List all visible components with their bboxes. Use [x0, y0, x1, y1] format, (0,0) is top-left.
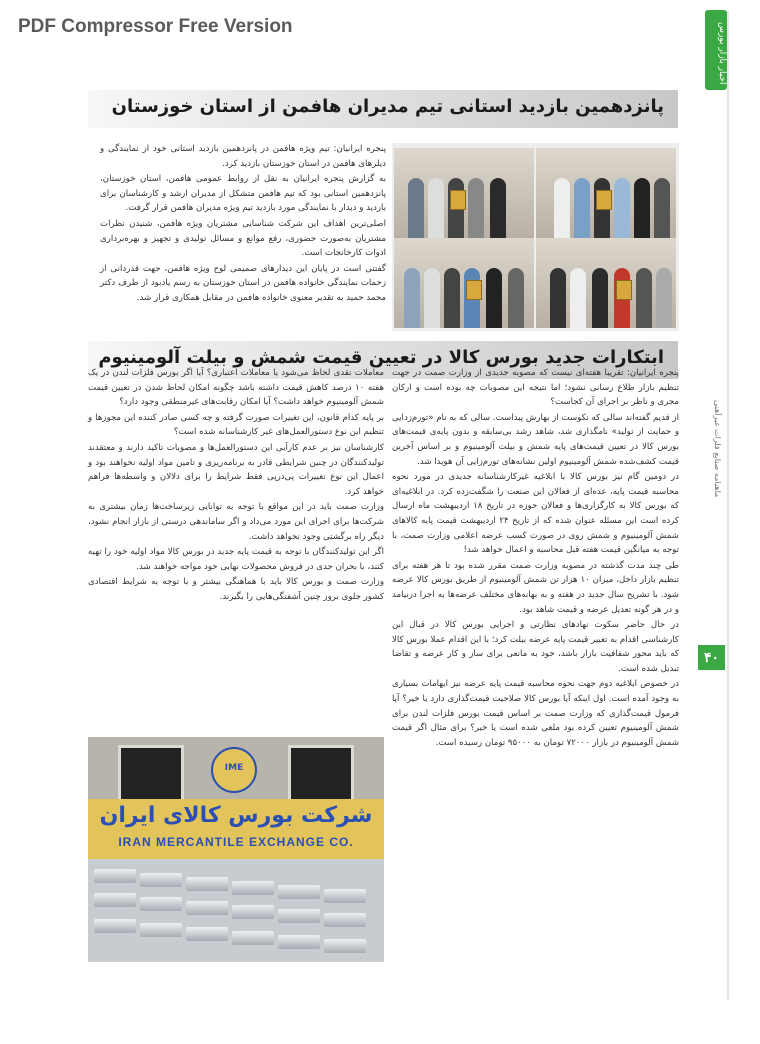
paragraph: کارشناسان نیز بر عدم کارآیی این دستورالعمل‌ها و مصوبات تاکید دارند و معتقدند تولیدکنندگان در چنین شرایطی قادر به برنامه‌ریزی و تامین مواد اولیه نخواهند بود و اعمال این نوع تغییرات پی‌درپی فقط شرایط را برای دلالان و واسطه‌ها فراهم خواهد کرد.	[88, 442, 384, 497]
paragraph: اصلی‌ترین اهداف این شرکت شناسایی مشتریان ویژه هافمن، شنیدن نظرات مشتریان به‌صورت حضوری، رفع موانع و مسائل تولیدی و تجهیز و بهره‌برداری ادوات کارخانجات است.	[100, 218, 386, 259]
paragraph: طی چند مدت گذشته در مصوبه وزارت صمت مقرر شده بود تا هر هفته برای تنظیم بازار داخل، میزان ۱۰ هزار تن شمش آلومینیوم از طریق بورس کالا عرضه شود. با تشریح سال جدید در هفته و به بهانه‌های مختلف عرضه‌ها به اجرا درنیامد و در هر گونه تعدیل عرضه و قیمت شاهد بود.	[392, 560, 679, 615]
page-number: ۴۰	[698, 645, 725, 670]
paragraph: وزارت صمت باید در این مواقع با توجه به توانایی زیرساخت‌ها زمان بیشتری به شرکت‌ها برای اجرای این مورد می‌داد و اگر ساماندهی درستی از بازار انجام نشود، دیگر راه برگشتی وجود نخواهد داشت.	[88, 502, 384, 542]
article2-title: ابتکارات جدید بورس کالا در تعیین قیمت شمش و بیلت آلومینیوم	[98, 347, 664, 368]
watermark: PDF Compressor Free Version	[18, 16, 293, 37]
paragraph: در دومین گام نیز بورس کالا با ابلاغیه غیرکارشناسانه جدیدی در مورد نحوه محاسبه قیمت پایه، عده‌ای از فعالان این صنعت را شگفت‌زده کرد. در ابلاغیه‌ای که بورس کالا به کارگزاری‌ها و فعالان حوزه در تاریخ ۱۸ اردیبهشت ماه ارسال کرده است این مسئله عنوان شده که از تاریخ ۲۴ اردیبهشت قیمت پایه کالاهای شمش آلومینیوم و شمش روی در صورت کسب عرضه اعلامی وزارت صمت، با توجه به میانگین قیمت هفته قبل محاسبه و اعمال خواهد شد!	[392, 472, 680, 556]
paragraph: در حال حاضر سکوت نهادهای نظارتی و اجرایی بورس کالا در قبال این کارشناسی اقدام به تغییر قیمت پایه عرضه بیلت کرد؛ با این اقدام عملا بورس کالا که باید محور شفافیت بازار باشد، خود به مانعی برای ساز و کار عرضه و تقاضا تبدیل شده است.	[392, 620, 679, 674]
group-photo	[394, 148, 534, 238]
paragraph: معاملات نقدی لحاظ می‌شود یا معاملات اعتباری؟ آیا اگر بورس فلزات لندن در یک هفته ۱۰ درصد کاهش قیمت داشته باشد چگونه امکان لحاظ شدن در تعیین قیمت شمش آلومینیوم خواهد داشت؟ آیا امکان رقابت‌های غیرمنطقی وجود دارد؟	[88, 368, 384, 408]
paragraph: در خصوص ابلاغیه دوم جهت نحوه محاسبه قیمت پایه عرضه نیز ابهامات بسیاری به وجود آمده است. اول اینکه آیا بورس کالا صلاحیت قیمت‌گذاری دارد یا خیر؟ آیا فرمول قیمت‌گذاری که وزارت صمت بر اساس قیمت بورس فلزات لندن برای شمش آلومینیوم تعیین کرده بود ملغی شده است یا خیر؟ برای مثال اگر قیمت شمش آلومینیوم در بازار ۷۲۰۰۰ تومان به ۹۵۰۰۰ تومان رسیده است.	[392, 679, 679, 748]
sign-english-text: IRAN MERCANTILE EXCHANGE CO.	[118, 835, 354, 849]
paragraph: پنجره ایرانیان: تقریبا هفته‌ای نیست که مصوبه جدیدی از وزارت صمت در جهت تنظیم بازار طلاع رسانی نشود؛ اما نتیجه این مصوبات چه بوده است و ارکان مجری و ناظر بر اجرای آن کجاست؟	[392, 368, 679, 408]
article2-right-column	[392, 366, 679, 751]
section-tab	[705, 10, 727, 90]
paragraph: وزارت صمت و بورس کالا باید با هماهنگی بیشتر و با توجه به شرایط اقتصادی کشور جلوی بروز چنین آشفتگی‌هایی را بگیرند.	[88, 577, 384, 602]
exchange-sign	[88, 799, 384, 859]
sign-persian-text: شرکت بورس کالای ایران	[99, 803, 373, 828]
side-rule	[727, 10, 729, 1000]
article1-title: پانزدهمین بازدید استانی تیم مدیران هافمن از استان خوزستان	[111, 96, 664, 117]
article1-body	[100, 142, 386, 307]
paragraph: به گزارش پنجره ایرانیان به نقل از روابط عمومی هافمن، استان خوزستان، پانزدهمین استانی بود که تیم هافمن متشکل از مدیران ارشد و کارشناسان برای بازدید و دیدار با نمایندگی مورد بازدید تیم ویژه مدیران هافمن قرار گرفت.	[100, 174, 386, 214]
paragraph: پنجره ایرانیان: تیم ویژه هافمن در پانزدهمین بازدید استانی خود از نمایندگی و دیلرهای هافمن در استان خوزستان بازدید کرد.	[100, 144, 386, 169]
exchange-logo: IME	[211, 747, 257, 793]
article1-header	[88, 90, 678, 128]
group-photo	[536, 238, 676, 328]
paragraph: از قدیم گفته‌اند سالی که نکوست از بهارش پیداست. سالی که به نام «تورم‌زدایی و حمایت از تولید» نامگذاری شد، شاهد رشد بی‌سابقه و بدون پایه‌ی قیمت‌های بورس کالا در تعیین قیمت‌های پایه شمش و بیلت آلومینیوم و بر اساس آخرین قیمت کشف‌شده شمش آلومینیوم اولین نشانه‌های تورم‌زایی آن هویدا شد.	[392, 412, 679, 467]
article1-photo-grid	[392, 143, 679, 331]
paragraph: گفتنی است در پایان این دیدارهای صمیمی لوح ویژه هافمن، جهت قدردانی از زحمات نمایندگی خانواده هافمن در استان خوزستان به رسم یادبود از طرف دکتر محمد حمید به تقدیر معنوی خانواده هافمن در مقابل همکاری قرار شد.	[100, 263, 386, 303]
aluminium-ingots	[88, 859, 384, 962]
group-photo	[536, 148, 676, 238]
group-photo	[394, 238, 534, 328]
paragraph: بر پایه کدام قانون، این تغییرات صورت گرفته و چه کسی صادر کننده این مجوزها و تنظیم این نوع دستورالعمل‌های غیر کارشناسانه شده است؟	[88, 412, 384, 438]
side-running-title: ماهنامه صنایع فلزات غیرآهنی	[713, 400, 722, 498]
paragraph: اگر این تولیدکنندگان با توجه به قیمت پایه جدید در بورس کالا مواد اولیه خود را تهیه کنند، با بحران جدی در فروش محصولات نهایی خود مواجه خواهند شد.	[88, 547, 384, 572]
article2-left-column	[88, 366, 384, 606]
exchange-building-photo	[88, 737, 384, 962]
section-tab-label: اخبار بازار بورس	[717, 21, 727, 85]
